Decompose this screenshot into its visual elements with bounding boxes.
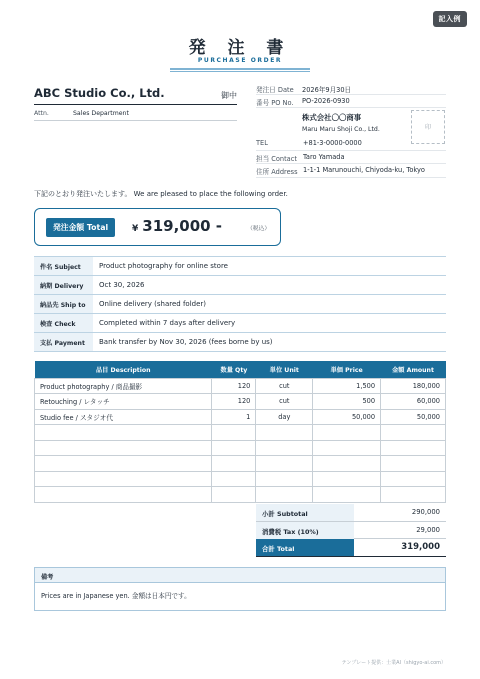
item-unit: day: [256, 409, 313, 425]
item-description: [35, 456, 212, 472]
item-unit: [256, 456, 313, 472]
item-amount: 180,000: [381, 378, 446, 394]
item-description: [35, 471, 212, 487]
item-description: [35, 440, 212, 456]
total-amount-label: 発注金額 Total: [46, 218, 115, 237]
grand-total-label: 合計 Total: [256, 539, 354, 556]
line-items-table: [34, 361, 446, 503]
item-quantity: 120: [212, 394, 256, 410]
info-row: [34, 333, 446, 352]
order-meta: [256, 82, 446, 108]
info-value: Bank transfer by Nov 30, 2026 (fees borne by us): [99, 338, 273, 346]
item-unit-price: [313, 425, 381, 441]
tax-included-note: （税込）: [247, 226, 271, 232]
item-description: [35, 425, 212, 441]
column-header: 金額 Amount: [381, 361, 446, 378]
subtotal-label: 小計 Subtotal: [256, 504, 354, 521]
attention-label: Attn.: [34, 110, 49, 117]
title-rule: [170, 68, 310, 70]
document-title: 発 注 書: [188, 38, 292, 58]
item-unit: [256, 471, 313, 487]
attention-row: [34, 109, 237, 121]
item-unit: [256, 487, 313, 503]
table-row: [35, 378, 446, 394]
item-quantity: [212, 425, 256, 441]
info-value: Oct 30, 2026: [99, 281, 145, 289]
info-label: 件名 Subject: [34, 257, 93, 275]
grand-total-value: 319,000: [401, 542, 440, 552]
total-amount: [132, 217, 222, 235]
recipient-block: [34, 86, 237, 105]
item-unit: cut: [256, 394, 313, 410]
info-value: Product photography for online store: [99, 262, 228, 270]
item-amount: [381, 425, 446, 441]
column-header: 単位 Unit: [256, 361, 313, 378]
item-quantity: 1: [212, 409, 256, 425]
issuer-name-en: Maru Maru Shoji Co., Ltd.: [302, 126, 380, 133]
item-unit-price: 500: [313, 394, 381, 410]
item-amount: [381, 440, 446, 456]
grand-total-row: [256, 539, 446, 557]
info-label: 納品先 Ship to: [34, 295, 93, 313]
notes-title: 備考: [35, 568, 445, 583]
line-items-body: [35, 378, 446, 502]
contact-row-tel: [256, 137, 446, 151]
title-rule: [170, 71, 310, 72]
subtotal-value: 290,000: [411, 508, 440, 516]
contact-label: 担当 Contact: [256, 154, 297, 163]
item-unit-price: [313, 487, 381, 503]
item-description: Retouching / レタッチ: [35, 394, 212, 410]
currency-symbol: ¥: [132, 224, 139, 234]
item-amount: [381, 456, 446, 472]
item-quantity: [212, 487, 256, 503]
recipient-honorific: 御中: [221, 91, 237, 100]
item-quantity: 120: [212, 378, 256, 394]
total-amount-box: [34, 208, 281, 246]
info-label: 支払 Payment: [34, 333, 93, 351]
column-header: 数量 Qty: [212, 361, 256, 378]
attention-value: Sales Department: [73, 110, 129, 117]
table-row: [35, 471, 446, 487]
info-row: [34, 276, 446, 295]
template-credit: テンプレート提供：士業AI（shigyo-ai.com）: [341, 660, 446, 666]
table-row: [35, 409, 446, 425]
line-items-header: [35, 361, 446, 378]
meta-label: 番号 PO No.: [256, 99, 294, 107]
table-row: [35, 487, 446, 503]
item-description: [35, 487, 212, 503]
info-row: [34, 257, 446, 276]
notes-text: Prices are in Japanese yen. 金額は日本円です。: [41, 592, 191, 600]
subtotal-row: [256, 504, 446, 522]
table-row: [35, 440, 446, 456]
info-label: 検査 Check: [34, 314, 93, 332]
totals-block: [256, 504, 446, 557]
item-description: Product photography / 商品撮影: [35, 378, 212, 394]
item-quantity: [212, 440, 256, 456]
meta-row-date: [256, 82, 446, 95]
item-description: Studio fee / スタジオ代: [35, 409, 212, 425]
contact-row-person: [256, 151, 446, 165]
document-subtitle: PURCHASE ORDER: [197, 57, 283, 64]
item-amount: [381, 487, 446, 503]
tax-value: 29,000: [416, 525, 440, 534]
item-unit: cut: [256, 378, 313, 394]
item-unit: [256, 440, 313, 456]
recipient-company: ABC Studio Co., Ltd.: [34, 86, 165, 100]
item-unit-price: 50,000: [313, 409, 381, 425]
tax-row: [256, 522, 446, 540]
issuer-contact: [256, 137, 446, 178]
meta-label: 発注日 Date: [256, 86, 294, 94]
contact-label: TEL: [256, 139, 268, 147]
seal-placeholder: 印: [411, 110, 445, 144]
notes-box: [34, 567, 446, 611]
item-amount: 60,000: [381, 394, 446, 410]
item-amount: 50,000: [381, 409, 446, 425]
issuer-name: 株式会社〇〇商事: [302, 113, 362, 122]
contact-tel: +81-3-0000-0000: [303, 139, 362, 147]
item-amount: [381, 471, 446, 487]
table-row: [35, 394, 446, 410]
order-info-table: [34, 256, 446, 352]
info-label: 納期 Delivery: [34, 276, 93, 294]
contact-row-address: [256, 164, 446, 178]
contact-address: 1-1-1 Marunouchi, Chiyoda-ku, Tokyo: [303, 166, 425, 174]
column-header: 品目 Description: [35, 361, 212, 378]
info-row: [34, 295, 446, 314]
tax-label: 消費税 Tax (10%): [256, 522, 354, 539]
info-value: Online delivery (shared folder): [99, 300, 206, 308]
item-quantity: [212, 456, 256, 472]
item-unit-price: [313, 456, 381, 472]
item-unit: [256, 425, 313, 441]
info-value: Completed within 7 days after delivery: [99, 319, 236, 327]
column-header: 単価 Price: [313, 361, 381, 378]
order-number: PO-2026-0930: [302, 97, 350, 105]
item-quantity: [212, 471, 256, 487]
table-row: [35, 456, 446, 472]
item-unit-price: [313, 471, 381, 487]
total-amount-value: 319,000 -: [142, 217, 223, 235]
item-unit-price: [313, 440, 381, 456]
contact-person: Taro Yamada: [303, 152, 345, 161]
intro-text: 下記のとおり発注いたします。 We are pleased to place the following order.: [34, 190, 288, 198]
item-unit-price: 1,500: [313, 378, 381, 394]
info-row: [34, 314, 446, 333]
contact-label: 住所 Address: [256, 168, 298, 176]
order-date: 2026年9月30日: [302, 86, 352, 94]
meta-row-number: [256, 95, 446, 108]
table-row: [35, 425, 446, 441]
example-badge: 記入例: [433, 11, 468, 27]
